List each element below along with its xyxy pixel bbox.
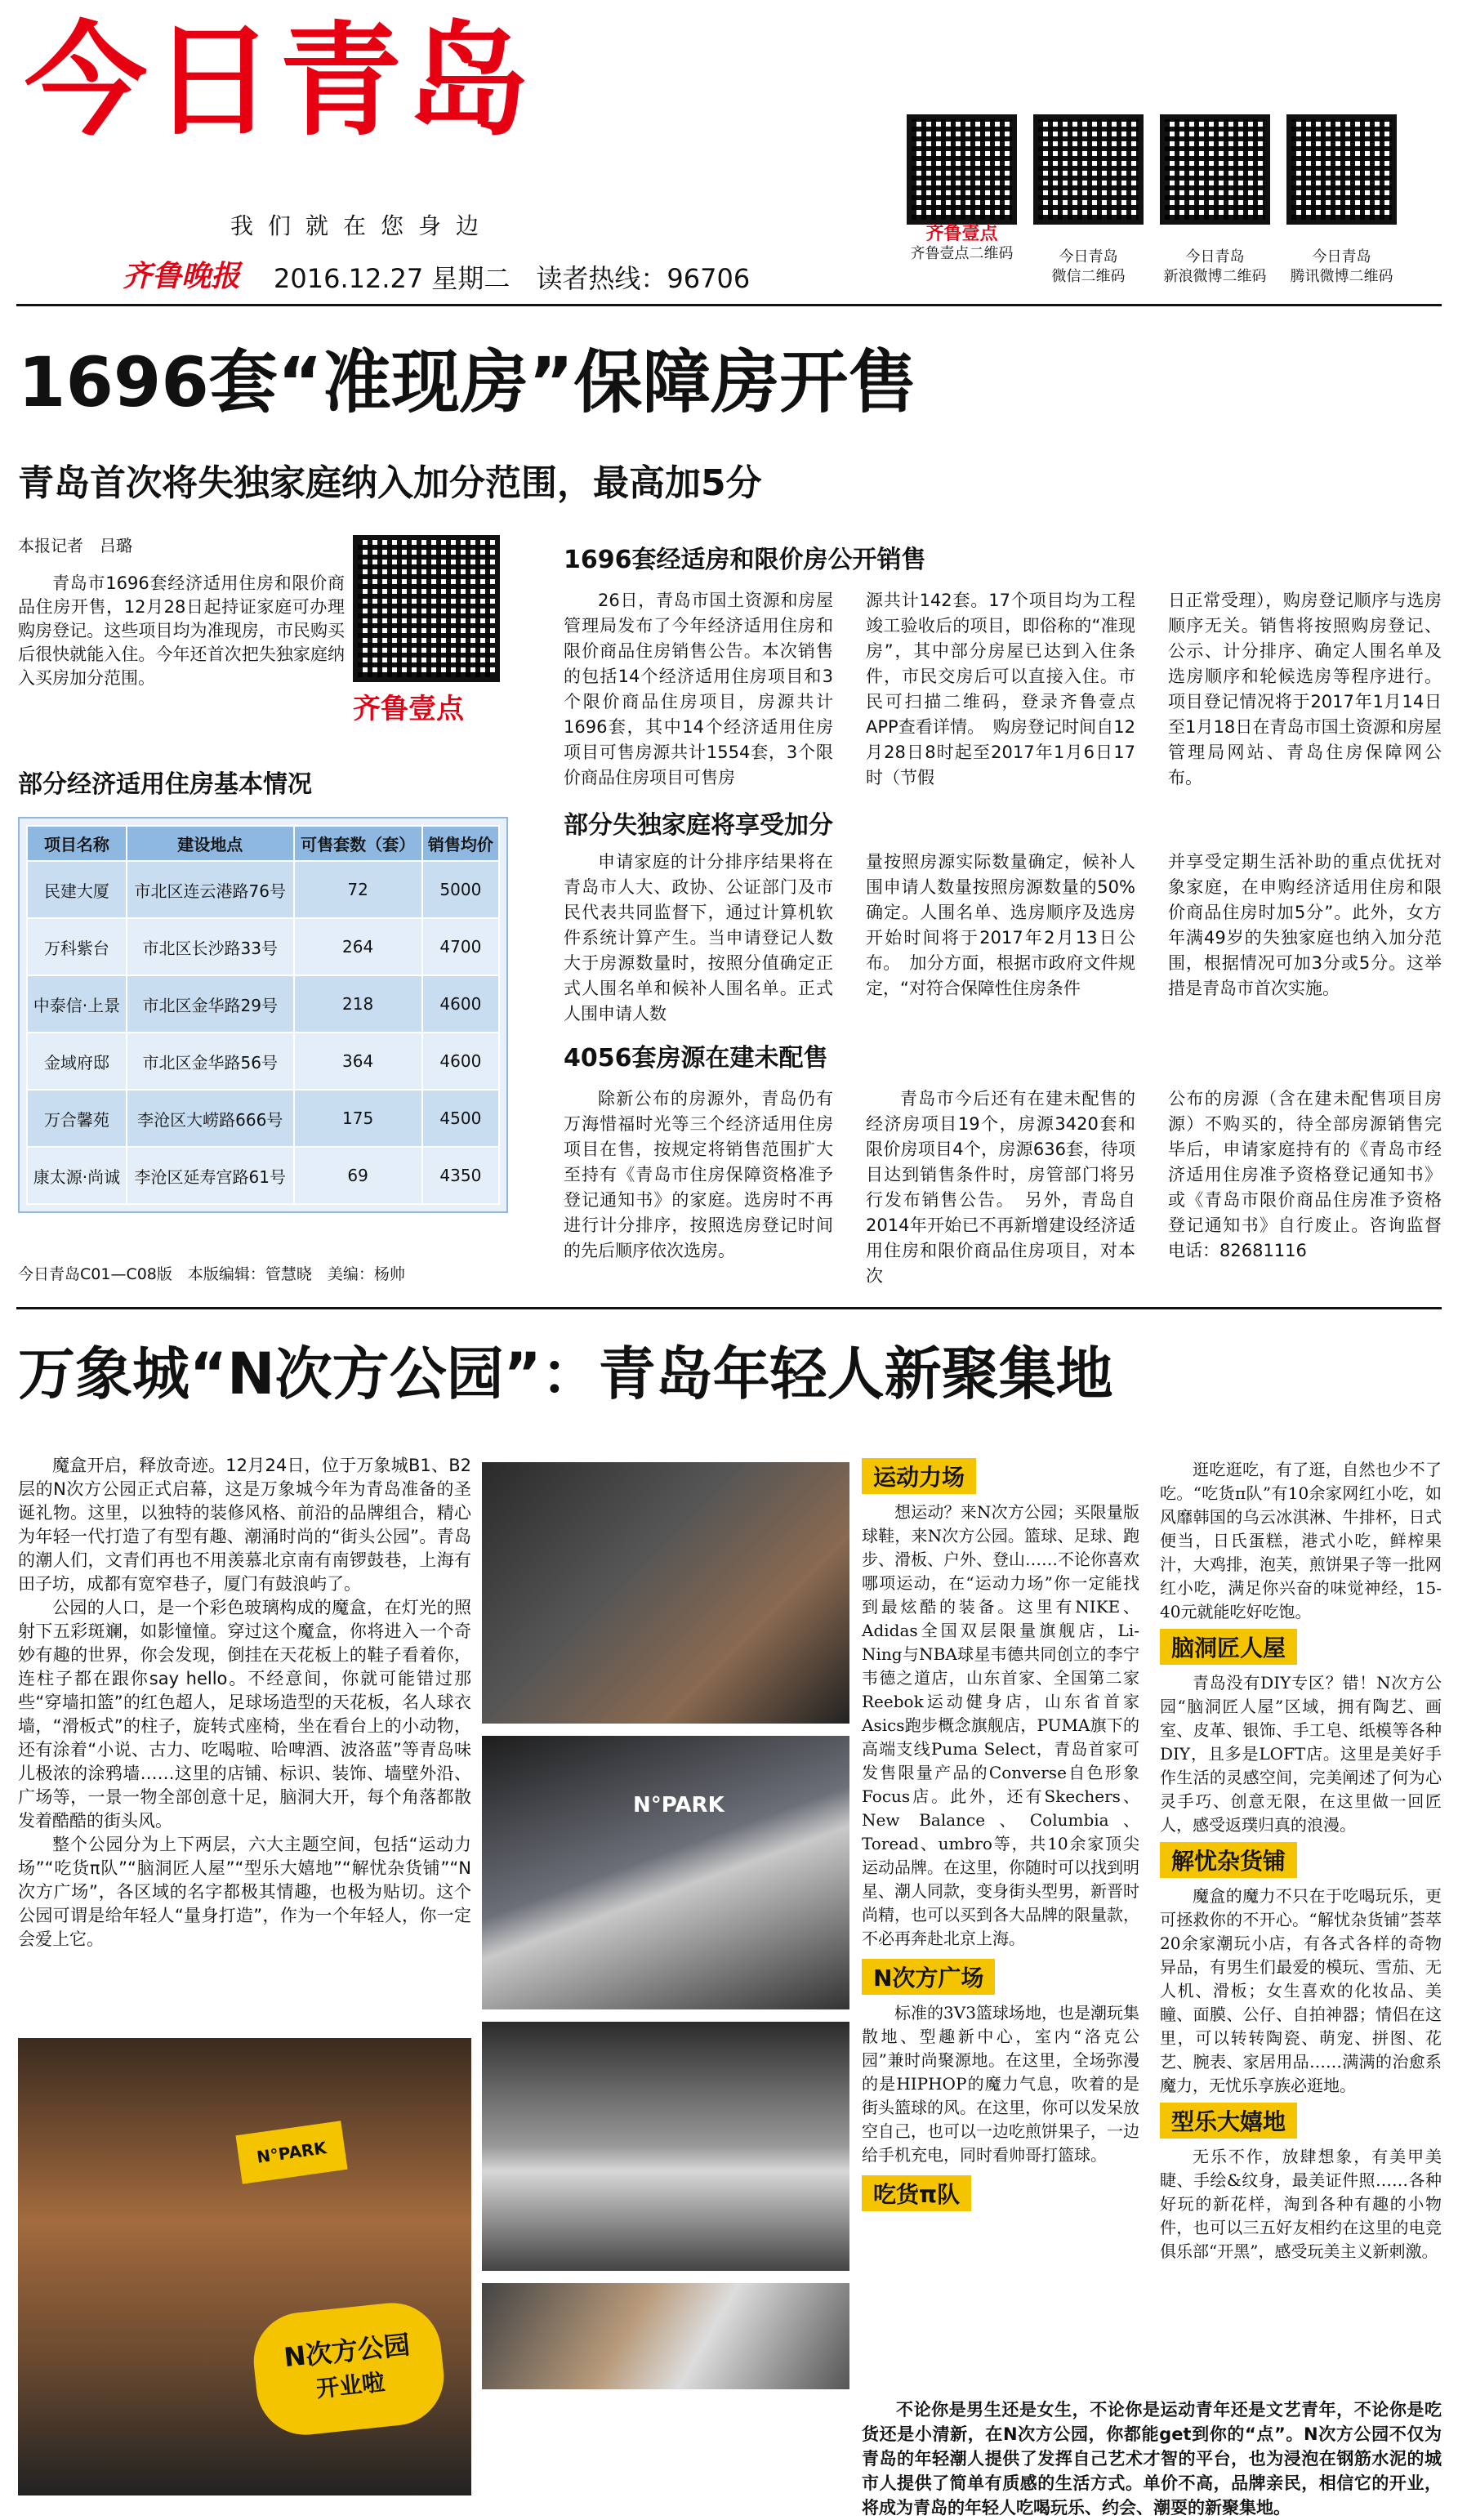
- qr-caption: 今日青岛: [1185, 248, 1245, 265]
- article-paragraph: 并享受定期生活补助的重点优抚对象家庭，在申购经济适用住房和限价商品住房时加5分”。此外，女方年满49岁的失独家庭也纳入加分范围，根据情况可加3分或5分。这举措是青岛市首次实施。: [1168, 852, 1442, 998]
- intro-paragraph: 公园的人口，是一个彩色玻璃构成的魔盒，在灯光的照射下五彩斑斓，如影憧憧。穿过这个魔盒，你将进入一个奇妙有趣的世界，你会发现，倒挂在天花板上的鞋子看着你，连柱子都在跟你say hello。不经意间，你就可能错过那些“穿墙扣篮”的红色超人，足球场造型的天花板，名人球衣墙，“滑板式”的柱子，旋转式座椅，坐在看台上的小动物，还有涂着“小说、古力、吃喝啦、哈啤酒、波洛蓝”等青岛味儿极浓的涂鸦墙……这里的店铺、标识、装饰、墙壁外沿、广场等，一景一物全部创意十足，脑洞大开，每个角落都散发着酷酷的街头风。: [18, 1598, 471, 1831]
- opening-sign-subtitle: 开业啦: [314, 2368, 386, 2403]
- theme-column-left: [862, 1458, 1139, 2211]
- table-row: [27, 861, 499, 918]
- table-header-row: [27, 826, 499, 861]
- story1-subhead: 青岛首次将失独家庭纳入加分范围，最高加5分: [18, 462, 762, 504]
- park-sign: N°PARK: [235, 2121, 347, 2184]
- qr-caption: 腾讯微博二维码: [1290, 268, 1393, 285]
- article-paragraph: 26日，青岛市国土资源和房屋管理局发布了今年经济适用住房和限价商品住房销售公告。本次销售的包括14个经济适用住房项目和3个限价商品住房项目，房源共计1696套，其中14个经济适用住房项目可售房源共计1554套，3个限价商品住房项目可售房: [564, 591, 833, 787]
- issue-date: 2016.12.27 星期二: [274, 263, 511, 294]
- qr-code[interactable]: [1033, 114, 1144, 225]
- story1-lead: [18, 572, 345, 690]
- qr-code[interactable]: [1160, 114, 1270, 225]
- table-cell: 市北区连云港路76号: [127, 861, 294, 918]
- table-cell: 民建大厦: [27, 861, 127, 918]
- table-cell: 市北区长沙路33号: [127, 918, 294, 975]
- masthead-title: 今日青岛: [25, 11, 535, 153]
- housing-table-frame: [18, 817, 508, 1213]
- qr-block: [1033, 114, 1144, 287]
- housing-table: [26, 825, 500, 1205]
- qr-caption: 今日青岛: [1312, 248, 1371, 265]
- article-paragraph: 申请家庭的计分排序结果将在青岛市人大、政协、公证部门及市民代表共同监督下，通过计算机软件系统计算产生。当申请登记人数大于房源数量时，按照分值确定正式人围名单和候补人围名单。正式人围申请人数: [564, 852, 833, 1024]
- crowd-photo: [482, 1462, 849, 1724]
- theme-paragraph: 青岛没有DIY专区？错！N次方公园“脑洞匠人屋”区域，拥有陶艺、画室、皮革、银饰、手工皂、纸模等各种DIY，且多是LOFT店。这里是美好手作生活的灵感空间，完美阐述了何为心灵手巧、创意无限，在这里做一回匠人，感受返璞归真的浪漫。: [1160, 1673, 1442, 1835]
- table-cell: 市北区金华路29号: [127, 975, 294, 1033]
- article-column: [866, 588, 1135, 791]
- table-cell: 4600: [422, 1033, 499, 1090]
- table-header: 项目名称: [27, 826, 127, 861]
- qr-code[interactable]: [907, 114, 1017, 225]
- table-cell: 市北区金华路56号: [127, 1033, 294, 1090]
- theme-tag: 吃货π队: [862, 2175, 971, 2211]
- story1-qr-logo: 齐鲁壹点: [353, 693, 464, 725]
- table-row: [27, 975, 499, 1033]
- qr-caption: 新浪微博二维码: [1163, 268, 1267, 285]
- intro-paragraph: 整个公园分为上下两层，六大主题空间，包括“运动力场”“吃货π队”“脑洞匠人屋”“型乐大嬉地”“解忧杂货铺”“N次方广场”，各区域的名字都极其情趣，也极为贴切。这个公园可谓是给年轻人“量身打造”，作为一个年轻人，你一定会爱上它。: [18, 1835, 471, 1949]
- theme-paragraph: 逛吃逛吃，有了逛，自然也少不了吃。“吃货π队”有10余家网红小吃，如风靡韩国的乌云冰淇淋、牛排杯，日式便当，日氏蛋糕，港式小吃，鲜榨果汁，大鸡排，泡芙，煎饼果子等一批网红小吃，满足你兴奋的味觉神经，15-40元就能吃好吃饱。: [1160, 1460, 1442, 1621]
- table-cell: 李沧区大崂路666号: [127, 1090, 294, 1147]
- table-cell: 69: [294, 1147, 422, 1204]
- opening-sign-title: N次方公园: [282, 2329, 412, 2374]
- story1-byline: 本报记者 吕璐: [18, 536, 132, 555]
- qr-caption: 今日青岛: [1059, 248, 1118, 265]
- table-cell: 中泰信·上景: [27, 975, 127, 1033]
- table-cell: 364: [294, 1033, 422, 1090]
- qr-code[interactable]: [1286, 114, 1397, 225]
- table-cell: 万合馨苑: [27, 1090, 127, 1147]
- section-title: 4056套房源在建未配售: [564, 1044, 828, 1073]
- qr-block: [1286, 114, 1397, 287]
- theme-body: [1160, 1458, 1442, 1624]
- section-rule: [16, 1307, 1442, 1309]
- article-column: [866, 1086, 1135, 1289]
- story1-qr-code[interactable]: [353, 535, 500, 682]
- table-title: 部分经济适用住房基本情况: [18, 770, 312, 799]
- masthead-qr-codes: [907, 114, 1397, 287]
- qr-caption: 微信二维码: [1051, 268, 1126, 285]
- theme-body: [1160, 1671, 1442, 1837]
- theme-tag: N次方广场: [862, 1959, 995, 1995]
- table-cell: 4350: [422, 1147, 499, 1204]
- section-title: 1696套经适房和限价房公开销售: [564, 546, 926, 574]
- table-cell: 4600: [422, 975, 499, 1033]
- article-paragraph: 源共计142套。17个项目均为工程竣工验收后的项目，即俗称的“准现房”，其中部分房屋已达到入住条件，市民交房后可以直接入住。市民可扫描二维码，登录齐鲁壹点APP查看详情。 购房登记时间自12月28日8时起至2017年1月6日17时（节假: [866, 591, 1135, 787]
- park-logo: N°PARK: [633, 1793, 725, 1818]
- section-title: 部分失独家庭将享受加分: [564, 811, 833, 840]
- closing-paragraph: 不论你是男生还是女生，不论你是运动青年还是文艺青年，不论你是吃货还是小清新，在N次方公园，你都能get到你的“点”。N次方公园不仅为青岛的年轻潮人提供了发挥自己艺术才智的平台，也为浸泡在钢筋水泥的城市人提供了简单有质感的生活方式。单价不高，品牌亲民，相信它的开业，将成为青岛的年轻人吃喝玩乐、约会、潮耍的新聚集地。: [862, 2400, 1442, 2518]
- reader-hotline: 读者热线：96706: [536, 263, 751, 294]
- intro-paragraph: 魔盒开启，释放奇迹。12月24日，位于万象城B1、B2层的N次方公园正式启幕，这是万象城今年为青岛准备的圣诞礼物。这里，以独特的装修风格、前沿的品牌组合，精心为年轻一代打造了有型有趣、潮涌时尚的“街头公园”。青岛的潮人们，文青们再也不用羡慕北京南有南锣鼓巷，上海有田子坊，成都有宽窄巷子，厦门有鼓浪屿了。: [18, 1456, 471, 1594]
- story2-intro: [18, 1454, 471, 1951]
- theme-tag: 脑洞匠人屋: [1160, 1629, 1297, 1665]
- story2-closing: [862, 2397, 1442, 2520]
- table-cell: 康太源·尚诚: [27, 1147, 127, 1204]
- table-cell: 4500: [422, 1090, 499, 1147]
- promo-photo: [18, 2038, 471, 2495]
- theme-tag: 型乐大嬉地: [1160, 2103, 1297, 2139]
- article-column: [564, 1086, 833, 1264]
- article-paragraph: 日正常受理），购房登记顺序与选房顺序无关。销售将按照购房登记、公示、计分排序、确定人围名单及选房顺序和轮候选房等程序进行。项目登记情况将于2017年1月14日至1月18日在青岛市国土资源和房屋管理局网站、青岛住房保障网公布。: [1168, 591, 1442, 787]
- shopping-photo: [482, 2283, 849, 2389]
- theme-paragraph: 无乐不作，放肆想象，有美甲美睫、手绘&纹身，最美证件照……各种好玩的新花样，淘到各种有趣的小物件，也可以三五好友相约在这里的电竞俱乐部“开黑”，感受玩美主义新刺激。: [1160, 2147, 1442, 2261]
- table-cell: 264: [294, 918, 422, 975]
- table-cell: 万科紫台: [27, 918, 127, 975]
- masthead-slogan: 我们就在您身边: [230, 212, 494, 239]
- opening-sign: [249, 2298, 448, 2439]
- qr-logo: 齐鲁壹点: [925, 224, 998, 244]
- story2-headline: 万象城“N次方公园”：青岛年轻人新聚集地: [18, 1340, 1113, 1407]
- theme-body: [1160, 2145, 1442, 2264]
- christmas-performance-photo: [482, 1736, 849, 2009]
- article-paragraph: 青岛市今后还有在建未配售的经济房项目19个，房源3420套和限价房项目4个，房源636套，待项目达到销售条件时，房管部门将另行发布销售公告。 另外，青岛自2014年开始已不再新增建设经济适用住房和限价商品住房项目，对本次: [866, 1089, 1135, 1286]
- table-cell: 金域府邸: [27, 1033, 127, 1090]
- qr-block: [1160, 114, 1270, 287]
- article-paragraph: 量按照房源实际数量确定，候补人围申请人数量按照房源数量的50%确定。人围名单、选房顺序及选房开始时间将于2017年2月13日公布。 加分方面，根据市政府文件规定，“对符合保障性住房条件: [866, 852, 1135, 998]
- table-cell: 4700: [422, 918, 499, 975]
- table-cell: 175: [294, 1090, 422, 1147]
- theme-body: [862, 2001, 1139, 2167]
- theme-body: [1160, 1884, 1442, 2098]
- table-header: 建设地点: [127, 826, 294, 861]
- theme-paragraph: 标准的3V3篮球场地，也是潮玩集散地、型趣新中心，室内“洛克公园”兼时尚聚源地。在这里，全场弥漫的是HIPHOP的魔力气息，吹着的是街头篮球的风。在这里，你可以发呆放空自己，也可以一边吃煎饼果子，一边给手机充电，同时看帅哥打篮球。: [862, 2003, 1139, 2165]
- issue-dateline: [274, 258, 750, 296]
- table-header: 销售均价: [422, 826, 499, 861]
- table-cell: 218: [294, 975, 422, 1033]
- article-column: [564, 850, 833, 1027]
- article-paragraph: 公布的房源（含在建未配售项目房源）不购买的，待全部房源销售完毕后，申请家庭持有的《青岛市经济适用住房准予资格登记通知书》或《青岛市限价商品住房准予资格登记通知书》自行废止。咨询监督电话：82681116: [1168, 1089, 1442, 1260]
- theme-tag: 解忧杂货铺: [1160, 1842, 1297, 1878]
- table-cell: 李沧区延寿宫路61号: [127, 1147, 294, 1204]
- article-column: [564, 588, 833, 791]
- article-column: [1168, 1086, 1442, 1264]
- table-row: [27, 1033, 499, 1090]
- table-row: [27, 918, 499, 975]
- story1-headline: 1696套“准现房”保障房开售: [18, 342, 917, 422]
- basketball-court-photo: [482, 2022, 849, 2271]
- masthead-rule: [16, 304, 1442, 306]
- table-cell: 5000: [422, 861, 499, 918]
- table-row: [27, 1090, 499, 1147]
- qr-caption: 齐鲁壹点二维码: [910, 245, 1014, 262]
- article-column: [866, 850, 1135, 1001]
- page-credits: 今日青岛C01—C08版 本版编辑：管慧晓 美编：杨帅: [18, 1265, 405, 1283]
- table-cell: 72: [294, 861, 422, 918]
- article-column: [1168, 588, 1442, 791]
- theme-body: [862, 1501, 1139, 1951]
- table-header: 可售套数（套）: [294, 826, 422, 861]
- table-row: [27, 1147, 499, 1204]
- paper-name: 齐鲁晚报: [123, 259, 241, 293]
- lead-paragraph: 青岛市1696套经济适用住房和限价商品住房开售，12月28日起持证家庭可办理购房登记。这些项目均为准现房，市民购买后很快就能入住。今年还首次把失独家庭纳入买房加分范围。: [18, 573, 345, 688]
- theme-column-right: [1160, 1458, 1442, 2264]
- article-paragraph: 除新公布的房源外，青岛仍有万海惜福时光等三个经济适用住房项目在售，按规定将销售范围扩大至持有《青岛市住房保障资格准予登记通知书》的家庭。选房时不再进行计分排序，按照选房登记时间的先后顺序依次选房。: [564, 1089, 833, 1260]
- article-column: [1168, 850, 1442, 1001]
- theme-paragraph: 魔盒的魔力不只在于吃喝玩乐，更可拯救你的不开心。“解忧杂货铺”荟萃20余家潮玩小店，有各式各样的奇物异品，有男生们最爱的模玩、雪茄、无人机、滑板；女生喜欢的化妆品、美瞳、面膜、公仔、自拍神器；情侣在这里，可以转转陶瓷、萌宠、拼图、花艺、腕表、家居用品……满满的治愈系魔力，无忧乐享族必逛地。: [1160, 1886, 1442, 2095]
- theme-tag: 运动力场: [862, 1458, 976, 1494]
- qr-block: [907, 114, 1017, 287]
- theme-paragraph: 想运动？来N次方公园；买限量版球鞋，来N次方公园。篮球、足球、跑步、滑板、户外、登山……不论你喜欢哪项运动，在“运动力场”你一定能找到最炫酷的装备。这里有NIKE、Adidas全国双层限量旗舰店，Li-Ning与NBA球星韦德共同创立的李宁韦德之道店，山东首家、全国第二家Reebok运动健身店，山东省首家Asics跑步概念旗舰店，PUMA旗下的高端支线Puma Select，青岛首家可发售限量产品的Converse自色形象Focus店。此外，还有Skechers、New Balance、Columbia、Toread、umbro等，共10余家顶尖运动品牌。在这里，你随时可以找到明星、潮人同款，变身街头型男，新晋时尚精，也可以买到各大品牌的限量款，不必再奔赴北京上海。: [862, 1502, 1139, 1948]
